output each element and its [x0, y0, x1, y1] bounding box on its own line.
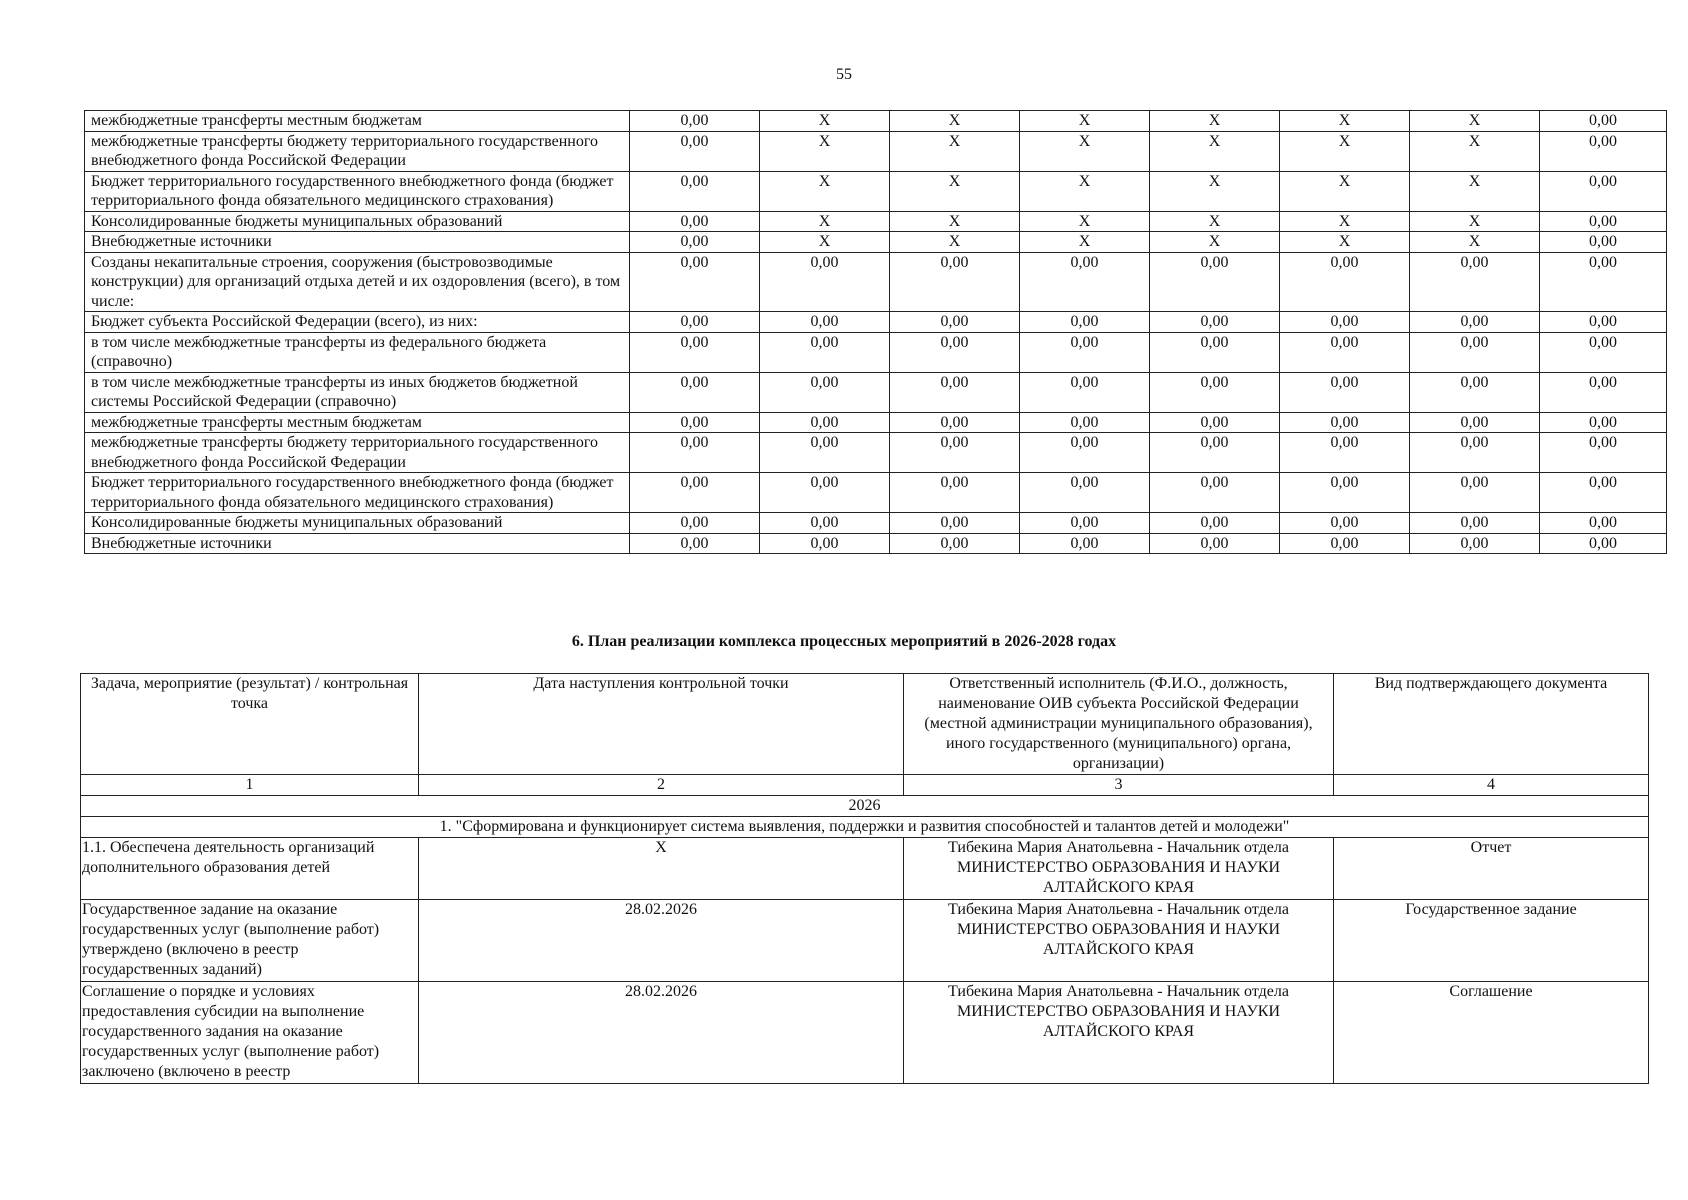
budget-cell: 0,00 [630, 171, 760, 211]
header-date: Дата наступления контрольной точки [419, 674, 904, 775]
budget-cell: 0,00 [760, 473, 890, 513]
budget-row-label: Внебюджетные источники [85, 533, 630, 554]
budget-cell: 0,00 [1280, 473, 1410, 513]
budget-cell: X [760, 211, 890, 232]
budget-cell: X [890, 111, 1020, 132]
budget-cell: 0,00 [1410, 533, 1540, 554]
budget-cell: X [890, 232, 1020, 253]
budget-cell: X [1150, 171, 1280, 211]
budget-cell: 0,00 [760, 252, 890, 312]
budget-cell: X [760, 232, 890, 253]
budget-row [85, 131, 1667, 171]
section-title: 6. План реализации комплекса процессных мероприятий в 2026-2028 годах [571, 633, 1117, 650]
plan-row [81, 982, 1649, 1084]
budget-cell: 0,00 [1540, 111, 1667, 132]
budget-row [85, 211, 1667, 232]
budget-cell: 0,00 [630, 412, 760, 433]
budget-cell: 0,00 [1280, 433, 1410, 473]
budget-cell: 0,00 [1540, 252, 1667, 312]
budget-cell: 0,00 [1410, 513, 1540, 534]
budget-cell: X [1150, 211, 1280, 232]
plan-row [81, 838, 1649, 900]
budget-cell: 0,00 [1020, 412, 1150, 433]
budget-row [85, 252, 1667, 312]
budget-cell: X [760, 171, 890, 211]
budget-cell: 0,00 [630, 433, 760, 473]
budget-cell: 0,00 [630, 533, 760, 554]
budget-cell: 0,00 [760, 433, 890, 473]
budget-row-label: межбюджетные трансферты местным бюджетам [85, 111, 630, 132]
plan-row-document: Государственное задание [1334, 900, 1649, 982]
budget-cell: 0,00 [1280, 332, 1410, 372]
budget-row-label: в том числе межбюджетные трансферты из иных бюджетов бюджетной системы Российской Федерации (справочно) [85, 372, 630, 412]
budget-cell: X [1410, 232, 1540, 253]
budget-cell: 0,00 [1410, 412, 1540, 433]
budget-row [85, 111, 1667, 132]
budget-cell: 0,00 [760, 372, 890, 412]
budget-cell: 0,00 [1150, 412, 1280, 433]
budget-cell: 0,00 [760, 312, 890, 333]
budget-cell: X [1410, 111, 1540, 132]
budget-cell: 0,00 [1410, 372, 1540, 412]
header-task: Задача, мероприятие (результат) / контрольная точка [81, 674, 419, 775]
budget-cell: 0,00 [1410, 473, 1540, 513]
budget-cell: 0,00 [1410, 312, 1540, 333]
budget-cell: 0,00 [890, 372, 1020, 412]
budget-cell: 0,00 [1280, 252, 1410, 312]
budget-cell: 0,00 [890, 252, 1020, 312]
plan-row-date: X [419, 838, 904, 900]
header-responsible: Ответственный исполнитель (Ф.И.О., должность, наименование ОИВ субъекта Российской Федерации (местной администрации муниципального образования), иного государственного (муниципального) органа, организации) [904, 674, 1334, 775]
budget-row [85, 513, 1667, 534]
budget-cell: X [1020, 131, 1150, 171]
budget-cell: 0,00 [1540, 171, 1667, 211]
plan-row-name: 1.1. Обеспечена деятельность организаций дополнительного образования детей [81, 838, 419, 900]
budget-cell: 0,00 [1540, 533, 1667, 554]
budget-cell: 0,00 [630, 252, 760, 312]
budget-cell: 0,00 [630, 211, 760, 232]
budget-cell: 0,00 [1150, 332, 1280, 372]
budget-row-label: в том числе межбюджетные трансферты из федерального бюджета (справочно) [85, 332, 630, 372]
budget-cell: 0,00 [1150, 252, 1280, 312]
budget-row [85, 412, 1667, 433]
budget-row [85, 332, 1667, 372]
budget-cell: 0,00 [630, 232, 760, 253]
plan-row-date: 28.02.2026 [419, 900, 904, 982]
task-cell: 1. "Сформирована и функционирует система выявления, поддержки и развития способностей и талантов детей и молодежи" [81, 817, 1649, 838]
budget-row [85, 232, 1667, 253]
plan-row-responsible: Тибекина Мария Анатольевна - Начальник отдела МИНИСТЕРСТВО ОБРАЗОВАНИЯ И НАУКИ АЛТАЙСКОГО КРАЯ [904, 982, 1334, 1084]
budget-row-label: Бюджет субъекта Российской Федерации (всего), из них: [85, 312, 630, 333]
budget-cell: X [890, 171, 1020, 211]
budget-cell: 0,00 [890, 533, 1020, 554]
budget-cell: X [1150, 232, 1280, 253]
budget-cell: 0,00 [1280, 533, 1410, 554]
budget-cell: X [1150, 131, 1280, 171]
budget-cell: 0,00 [760, 332, 890, 372]
budget-row-label: межбюджетные трансферты местным бюджетам [85, 412, 630, 433]
budget-cell: X [890, 131, 1020, 171]
budget-cell: 0,00 [1020, 513, 1150, 534]
plan-row-responsible: Тибекина Мария Анатольевна - Начальник отдела МИНИСТЕРСТВО ОБРАЗОВАНИЯ И НАУКИ АЛТАЙСКОГО КРАЯ [904, 838, 1334, 900]
budget-row-label: межбюджетные трансферты бюджету территориального государственного внебюджетного фонда Российской Федерации [85, 433, 630, 473]
budget-cell: 0,00 [760, 513, 890, 534]
budget-row [85, 533, 1667, 554]
budget-row-label: Консолидированные бюджеты муниципальных образований [85, 513, 630, 534]
budget-cell: 0,00 [1020, 433, 1150, 473]
budget-cell: 0,00 [1020, 372, 1150, 412]
budget-cell: 0,00 [1150, 513, 1280, 534]
budget-row-label: Внебюджетные источники [85, 232, 630, 253]
budget-cell: 0,00 [1540, 513, 1667, 534]
year-cell: 2026 [81, 796, 1649, 817]
plan-row-responsible: Тибекина Мария Анатольевна - Начальник отдела МИНИСТЕРСТВО ОБРАЗОВАНИЯ И НАУКИ АЛТАЙСКОГО КРАЯ [904, 900, 1334, 982]
budget-row [85, 473, 1667, 513]
budget-cell: 0,00 [1540, 211, 1667, 232]
budget-cell: 0,00 [1150, 433, 1280, 473]
budget-cell: 0,00 [890, 513, 1020, 534]
budget-cell: 0,00 [630, 131, 760, 171]
budget-cell: 0,00 [1540, 131, 1667, 171]
budget-cell: 0,00 [890, 332, 1020, 372]
budget-cell: X [1280, 131, 1410, 171]
budget-cell: X [1020, 211, 1150, 232]
budget-cell: 0,00 [1540, 473, 1667, 513]
budget-cell: X [760, 111, 890, 132]
budget-cell: 0,00 [1020, 332, 1150, 372]
page-number: 55 [836, 66, 852, 83]
budget-cell: 0,00 [1020, 252, 1150, 312]
budget-cell: 0,00 [890, 433, 1020, 473]
budget-cell: X [1020, 171, 1150, 211]
budget-cell: 0,00 [1150, 372, 1280, 412]
column-number-row [81, 775, 1649, 796]
budget-cell: X [760, 131, 890, 171]
column-number: 4 [1334, 775, 1649, 796]
budget-cell: 0,00 [1540, 433, 1667, 473]
task-row [81, 817, 1649, 838]
plan-table [80, 673, 1649, 1084]
budget-cell: 0,00 [1020, 533, 1150, 554]
budget-row-label: Консолидированные бюджеты муниципальных образований [85, 211, 630, 232]
budget-cell: X [1280, 111, 1410, 132]
plan-row-name: Соглашение о порядке и условиях предоставления субсидии на выполнение государственного задания на оказание государственных услуг (выполнение работ) заключено (включено в реестр [81, 982, 419, 1084]
budget-row-label: межбюджетные трансферты бюджету территориального государственного внебюджетного фонда Российской Федерации [85, 131, 630, 171]
budget-cell: 0,00 [1540, 232, 1667, 253]
budget-cell: 0,00 [890, 473, 1020, 513]
budget-cell: 0,00 [630, 332, 760, 372]
budget-cell: 0,00 [890, 412, 1020, 433]
budget-row-label: Бюджет территориального государственного внебюджетного фонда (бюджет территориального фонда обязательного медицинского страхования) [85, 171, 630, 211]
budget-cell: 0,00 [630, 111, 760, 132]
budget-cell: 0,00 [760, 533, 890, 554]
budget-cell: 0,00 [1410, 252, 1540, 312]
budget-cell: 0,00 [630, 473, 760, 513]
budget-cell: X [1020, 111, 1150, 132]
column-number: 3 [904, 775, 1334, 796]
budget-cell: 0,00 [1020, 312, 1150, 333]
plan-row [81, 900, 1649, 982]
budget-row [85, 372, 1667, 412]
budget-cell: 0,00 [890, 312, 1020, 333]
budget-cell: 0,00 [630, 513, 760, 534]
budget-table [84, 110, 1667, 554]
header-document: Вид подтверждающего документа [1334, 674, 1649, 775]
budget-cell: 0,00 [1410, 332, 1540, 372]
budget-cell: 0,00 [1280, 372, 1410, 412]
budget-cell: X [1150, 111, 1280, 132]
budget-row [85, 433, 1667, 473]
budget-cell: 0,00 [1540, 372, 1667, 412]
plan-row-document: Соглашение [1334, 982, 1649, 1084]
budget-cell: 0,00 [1280, 312, 1410, 333]
budget-cell: X [1280, 211, 1410, 232]
budget-cell: 0,00 [1540, 332, 1667, 372]
budget-cell: 0,00 [1150, 312, 1280, 333]
plan-row-name: Государственное задание на оказание государственных услуг (выполнение работ) утверждено (включено в реестр государственных заданий) [81, 900, 419, 982]
budget-cell: X [1280, 232, 1410, 253]
budget-cell: X [1020, 232, 1150, 253]
budget-cell: X [1410, 171, 1540, 211]
plan-row-document: Отчет [1334, 838, 1649, 900]
budget-cell: 0,00 [1540, 312, 1667, 333]
budget-cell: 0,00 [1150, 533, 1280, 554]
column-number: 2 [419, 775, 904, 796]
column-number: 1 [81, 775, 419, 796]
budget-cell: 0,00 [630, 372, 760, 412]
budget-cell: X [1280, 171, 1410, 211]
budget-cell: 0,00 [760, 412, 890, 433]
budget-row [85, 312, 1667, 333]
budget-cell: 0,00 [1280, 412, 1410, 433]
budget-cell: 0,00 [1540, 412, 1667, 433]
budget-cell: 0,00 [630, 312, 760, 333]
budget-cell: 0,00 [1020, 473, 1150, 513]
year-row [81, 796, 1649, 817]
budget-cell: X [890, 211, 1020, 232]
budget-row [85, 171, 1667, 211]
budget-row-label: Бюджет территориального государственного внебюджетного фонда (бюджет территориального фонда обязательного медицинского страхования) [85, 473, 630, 513]
plan-row-date: 28.02.2026 [419, 982, 904, 1084]
budget-cell: X [1410, 131, 1540, 171]
budget-cell: 0,00 [1410, 433, 1540, 473]
budget-cell: 0,00 [1280, 513, 1410, 534]
budget-cell: X [1410, 211, 1540, 232]
budget-cell: 0,00 [1150, 473, 1280, 513]
plan-header-row [81, 674, 1649, 775]
budget-row-label: Созданы некапитальные строения, сооружения (быстровозводимые конструкции) для организаций отдыха детей и их оздоровления (всего), в том числе: [85, 252, 630, 312]
